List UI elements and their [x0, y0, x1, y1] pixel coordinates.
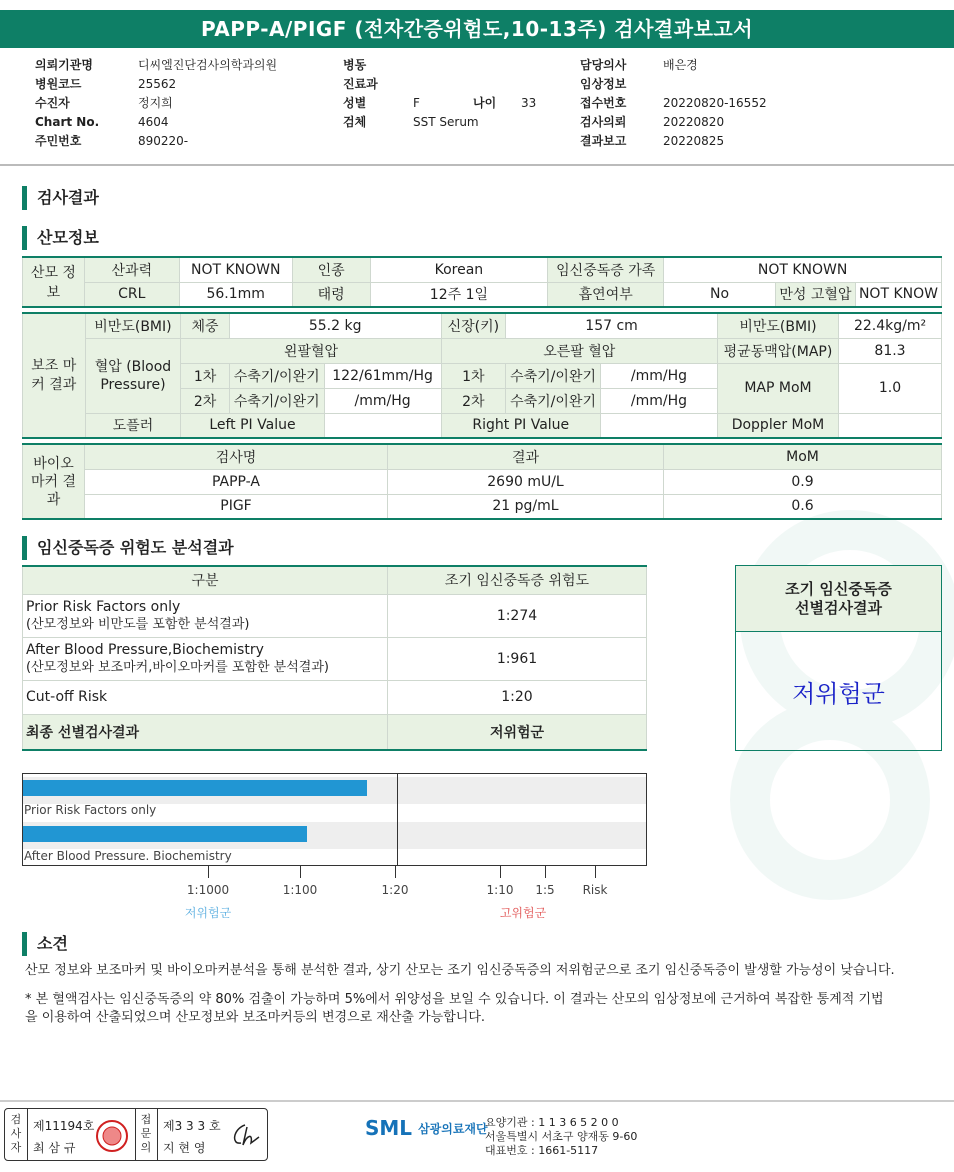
bio-group-label: 바이오 마커 결과: [23, 444, 85, 519]
org-logo: [365, 1116, 488, 1140]
seal-stamp-icon: [95, 1119, 129, 1153]
tick-risk: [595, 866, 596, 878]
risk-table: [22, 565, 647, 751]
section-results-title: 검사결과: [22, 186, 99, 210]
screening-result-title-line2: 선별검사결과: [795, 599, 882, 617]
opinion-text: 산모 정보와 보조마커 및 바이오마커분석을 통해 분석한 결과, 상기 산모는 조기 임신중독증의 저위험군으로 조기 임신중독증이 발생할 가능성이 낮습니다.: [25, 963, 895, 978]
chart-label-after: After Blood Pressure. Biochemistry: [24, 849, 232, 863]
bio-header-result: 결과: [388, 444, 664, 469]
tick-20: [395, 866, 396, 878]
chart-bar-after: [23, 826, 307, 842]
smoking-value: No: [664, 282, 776, 307]
signature-box: [4, 1108, 268, 1161]
left-second-label: 2차: [181, 388, 229, 413]
header-divider: [0, 164, 954, 166]
left-pi-label: Left PI Value: [181, 413, 324, 438]
ga-label: 태령: [292, 282, 370, 307]
org-info: [485, 1116, 637, 1158]
label-sex: 성별: [343, 96, 367, 110]
value-requester: 디씨엘진단검사의학과의원: [138, 58, 278, 72]
risk-row-prior-line2: (산모정보와 비만도를 포함한 분석결과): [26, 616, 250, 632]
label-doctor: 담당의사: [580, 58, 627, 72]
risk-row-after-line1: After Blood Pressure,Biochemistry: [26, 641, 264, 658]
tick-1000: [208, 866, 209, 878]
right-first-label: 1차: [441, 363, 506, 388]
risk-row-cutoff-label: Cut-off Risk: [23, 680, 388, 714]
race-value: Korean: [370, 257, 548, 282]
crl-value: 56.1mm: [179, 282, 292, 307]
value-request-date: 20220820: [663, 115, 725, 129]
final-result-value: 저위험군: [388, 714, 647, 750]
screening-result-box: [735, 565, 942, 751]
label-age: 나이: [473, 96, 497, 110]
label-clinical-info: 임상정보: [580, 77, 627, 91]
tick-label-10: 1:10: [486, 883, 514, 897]
label-requester: 의뢰기관명: [35, 58, 93, 72]
header-col-1: [35, 56, 277, 151]
tester-name: 최 삼 규: [33, 1141, 76, 1155]
left-bp-2: /mm/Hg: [324, 388, 441, 413]
doppler-label: 도플러: [85, 413, 181, 438]
section-opinion-title: 소견: [22, 932, 68, 956]
chart-label-prior: Prior Risk Factors only: [24, 803, 157, 817]
risk-row-cutoff-value: 1:20: [388, 680, 647, 714]
tick-label-100: 1:100: [282, 883, 318, 897]
value-chart-no: 4604: [138, 115, 169, 129]
right-bp-2: /mm/Hg: [600, 388, 717, 413]
parity-label: 산과력: [84, 257, 179, 282]
risk-row-after-line2: (산모정보와 보조마커,바이오마커를 포함한 분석결과): [26, 659, 329, 675]
value-age: 33: [521, 96, 537, 110]
org-address: 서울특별시 서초구 양재동 9-60: [485, 1130, 638, 1143]
left-bp-1: 122/61mm/Hg: [324, 363, 441, 388]
map-value: 81.3: [839, 338, 942, 363]
label-ward: 병동: [343, 58, 367, 72]
map-label: 평균동맥압(MAP): [717, 338, 838, 363]
left-arm-label: 왼팔혈압: [181, 338, 441, 363]
chronic-htn-label: 만성 고혈압: [775, 282, 855, 307]
bio-row-2-result: 21 pg/mL: [388, 494, 664, 519]
aux-marker-table: [22, 312, 942, 439]
tick-100: [300, 866, 301, 878]
chart-bar-prior: [23, 780, 367, 796]
bio-row-2-mom: 0.6: [664, 494, 942, 519]
right-pi-value: [600, 413, 717, 438]
value-doctor: 배은경: [663, 58, 698, 72]
value-report-date: 20220825: [663, 134, 725, 148]
bio-header-mom: MoM: [664, 444, 942, 469]
tick-label-1000: 1:1000: [186, 883, 230, 897]
value-receipt-no: 20220820-16552: [663, 96, 767, 110]
weight-label: 체중: [181, 313, 229, 338]
value-specimen: SST Serum: [413, 115, 479, 129]
map-mom-value: 1.0: [839, 363, 942, 413]
label-patient: 수진자: [35, 96, 70, 110]
left-sysdia-label-2: 수축기/이완기: [229, 388, 324, 413]
approver-name: 지 현 영: [163, 1141, 206, 1155]
org-phone: 대표번호 : 1661-5117: [485, 1144, 599, 1157]
right-arm-label: 오른팔 혈압: [441, 338, 717, 363]
risk-row-after-label: [23, 637, 388, 680]
right-pi-label: Right PI Value: [441, 413, 600, 438]
risk-row-after-value: 1:961: [388, 637, 647, 680]
left-sysdia-label-1: 수축기/이완기: [229, 363, 324, 388]
bio-row-1-name: PAPP-A: [85, 469, 388, 494]
height-value: 157 cm: [506, 313, 718, 338]
risk-row-prior-value: 1:274: [388, 594, 647, 637]
value-id-number: 890220-: [138, 134, 189, 148]
bio-row-2-name: PIGF: [85, 494, 388, 519]
chart-high-risk-label: 고위험군: [499, 906, 547, 920]
tester-number: 제11194호: [33, 1119, 95, 1133]
aux-group-label: 보조 마커 결과: [23, 313, 86, 438]
chart-cutoff-line: [397, 774, 398, 865]
signature-divider-3: [157, 1109, 158, 1160]
doppler-mom-value: [839, 413, 942, 438]
tick-label-5: 1:5: [535, 883, 555, 897]
value-patient: 정지희: [138, 96, 173, 110]
right-sysdia-label-2: 수축기/이완기: [506, 388, 601, 413]
bp-label: 혈압 (Blood Pressure): [85, 338, 181, 413]
family-history-value: NOT KNOWN: [664, 257, 942, 282]
ga-value: 12주 1일: [370, 282, 548, 307]
crl-label: CRL: [84, 282, 179, 307]
height-label: 신장(키): [441, 313, 506, 338]
tick-10: [500, 866, 501, 878]
signature-icon: [227, 1119, 263, 1151]
screening-result-title-line1: 조기 임신중독증: [785, 580, 892, 598]
family-history-label: 임신중독증 가족: [548, 257, 664, 282]
section-maternal-title: 산모정보: [22, 226, 99, 250]
screening-result-value: 저위험군: [792, 680, 885, 708]
approver-label: 접문의: [140, 1113, 152, 1154]
header-col-3: [580, 56, 767, 151]
map-mom-label: MAP MoM: [717, 363, 838, 413]
header-col-2: [343, 56, 536, 132]
label-specimen: 검체: [343, 115, 367, 129]
left-pi-value: [324, 413, 441, 438]
tester-label: 검사자: [10, 1113, 22, 1154]
risk-header-category: 구분: [23, 566, 388, 594]
doppler-mom-label: Doppler MoM: [717, 413, 838, 438]
tick-5: [545, 866, 546, 878]
risk-row-prior-line1: Prior Risk Factors only: [26, 598, 181, 615]
chart-low-risk-label: 저위험군: [184, 906, 232, 920]
right-sysdia-label-1: 수축기/이완기: [506, 363, 601, 388]
right-second-label: 2차: [441, 388, 506, 413]
org-code: 요양기관 : 1 1 3 6 5 2 0 0: [485, 1116, 619, 1129]
bmi-label-2: 비만도(BMI): [717, 313, 838, 338]
label-department: 진료과: [343, 77, 378, 91]
value-sex: F: [413, 96, 420, 110]
approver-number: 제3 3 3 호: [163, 1119, 221, 1133]
footer-divider: [0, 1100, 954, 1102]
bio-row-1-mom: 0.9: [664, 469, 942, 494]
bio-marker-table: [22, 443, 942, 520]
opinion-note-line2: 을 이용하여 산출되었으며 산모정보와 보조마커등의 변경으로 재산출 가능합니다.: [25, 1010, 486, 1025]
right-bp-1: /mm/Hg: [600, 363, 717, 388]
label-request-date: 검사의뢰: [580, 115, 627, 129]
label-id-number: 주민번호: [35, 134, 82, 148]
smoking-label: 흡연여부: [548, 282, 664, 307]
signature-divider-1: [27, 1109, 28, 1160]
race-label: 인종: [292, 257, 370, 282]
label-chart-no: Chart No.: [35, 115, 100, 129]
bio-row-1-result: 2690 mU/L: [388, 469, 664, 494]
risk-header-value: 조기 임신중독증 위험도: [388, 566, 647, 594]
org-logo-name: 삼광의료재단: [418, 1121, 488, 1136]
label-receipt-no: 접수번호: [580, 96, 627, 110]
signature-divider-2: [135, 1109, 136, 1160]
left-first-label: 1차: [181, 363, 229, 388]
parity-value: NOT KNOWN: [179, 257, 292, 282]
bmi-value: 22.4kg/m²: [839, 313, 942, 338]
tick-label-risk: Risk: [582, 883, 608, 897]
risk-chart: [22, 773, 647, 866]
label-report-date: 결과보고: [580, 134, 627, 148]
report-title: PAPP-A/PIGF (전자간증위험도,10-13주) 검사결과보고서: [0, 10, 954, 48]
screening-result-title: [736, 566, 941, 632]
maternal-table: [22, 256, 942, 308]
tick-label-20: 1:20: [381, 883, 409, 897]
org-logo-mark: SML: [365, 1116, 413, 1140]
maternal-group-label: 산모 정보: [23, 257, 85, 307]
section-analysis-title: 임신중독증 위험도 분석결과: [22, 536, 234, 560]
bio-header-name: 검사명: [85, 444, 388, 469]
weight-value: 55.2 kg: [229, 313, 441, 338]
bmi-label: 비만도(BMI): [85, 313, 181, 338]
chronic-htn-value: NOT KNOW: [855, 282, 941, 307]
label-hospital-code: 병원코드: [35, 77, 82, 91]
opinion-note-line1: * 본 혈액검사는 임신중독증의 약 80% 검출이 가능하며 5%에서 위양성을 보일 수 있습니다. 이 결과는 산모의 임상정보에 근거하여 복잡한 통계적 기법: [25, 992, 884, 1007]
value-hospital-code: 25562: [138, 77, 177, 91]
risk-row-prior-label: [23, 594, 388, 637]
final-result-label: 최종 선별검사결과: [23, 714, 388, 750]
